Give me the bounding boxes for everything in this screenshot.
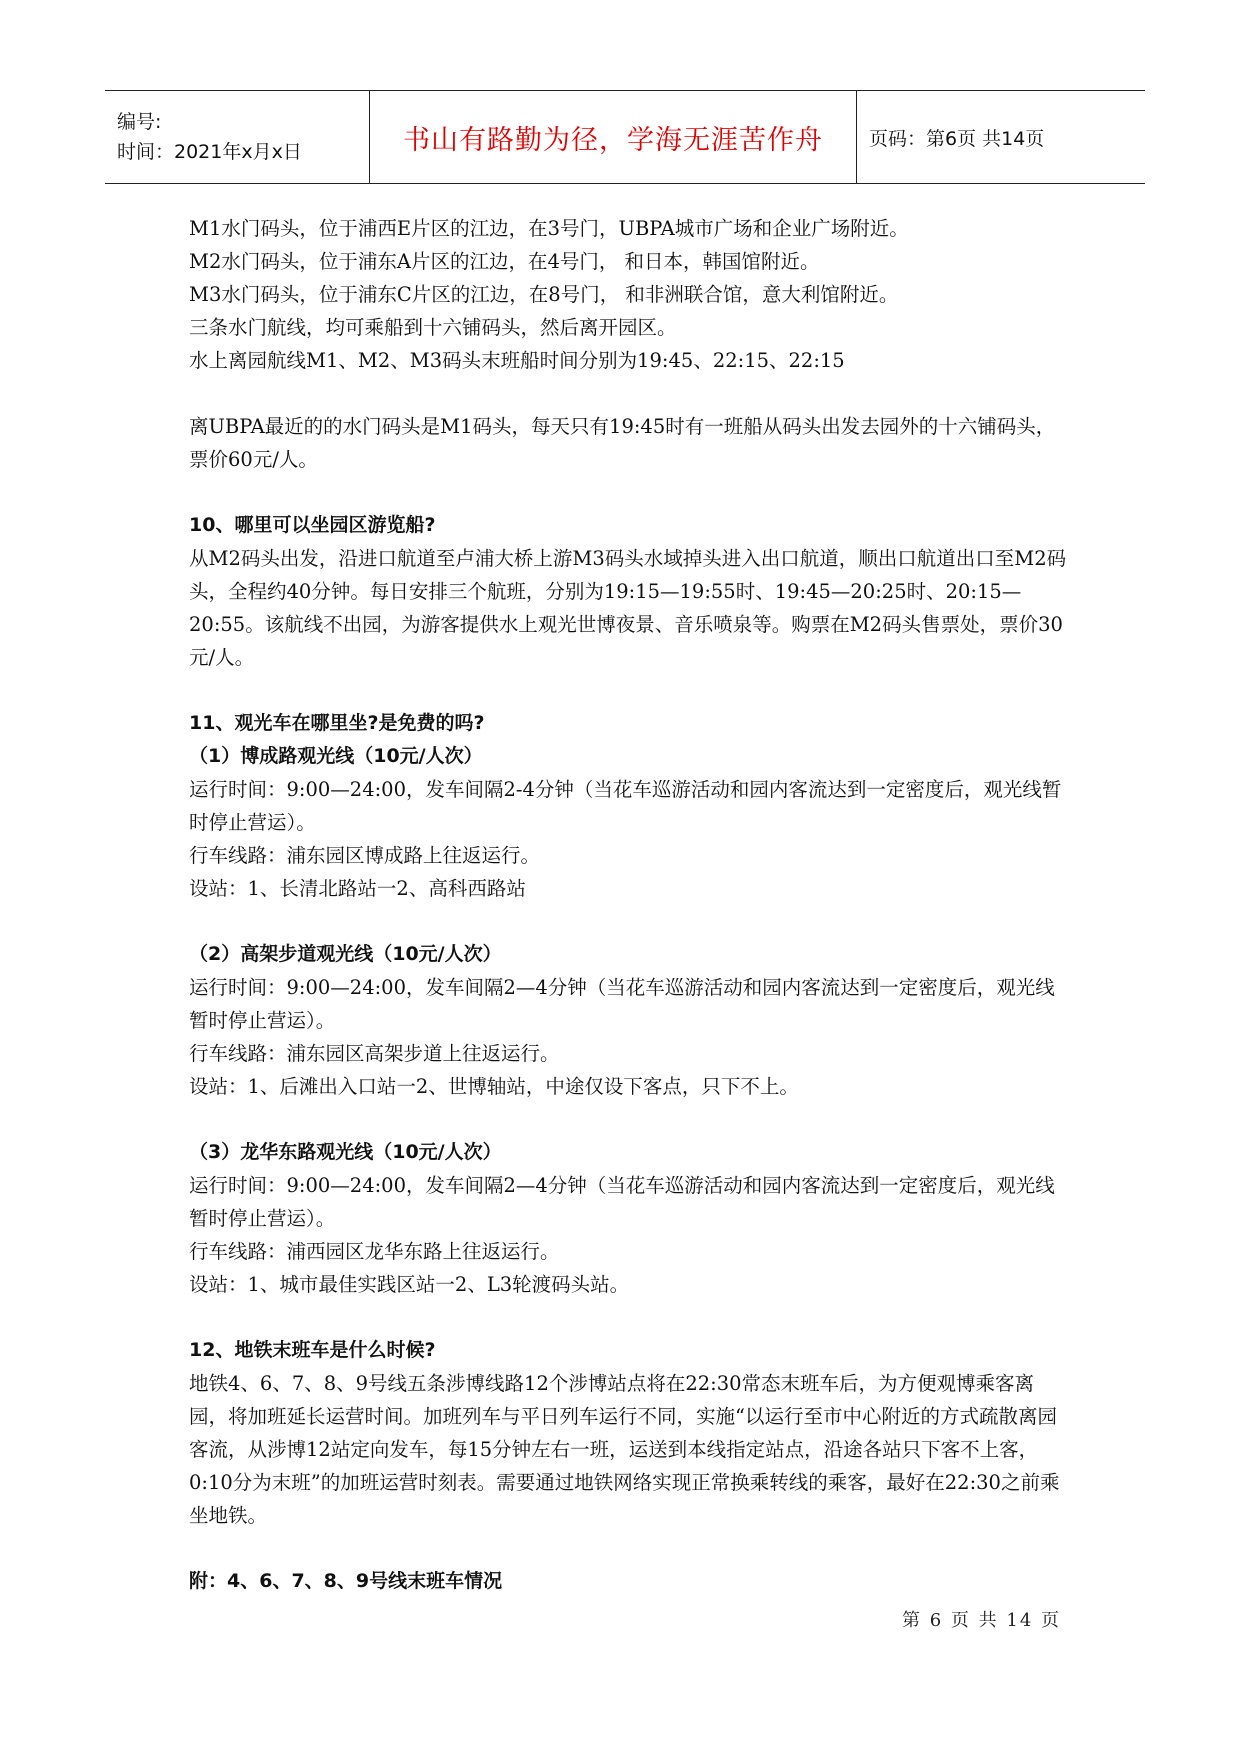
document-body [189, 212, 1069, 1598]
q10-heading: 10、哪里可以坐园区游览船? [189, 514, 436, 536]
dock-line: 三条水门航线，均可乘船到十六铺码头，然后离开园区。 [189, 316, 677, 339]
line3-hours: 运行时间：9:00—24:00，发车间隔2—4分钟（当花车巡游活动和园内客流达到一定密度后，观光线暂时停止营运）。 [189, 1174, 1055, 1230]
line3-heading: （3）龙华东路观光线（10元/人次） [189, 1141, 502, 1163]
q10-body: 从M2码头出发，沿进口航道至卢浦大桥上游M3码头水域掉头进入出口航道，顺出口航道出口至M2码头，全程约40分钟。每日安排三个航班，分别为19:15—19:55时、19:45—20:25时、20:15—20:55。该航线不出园，为游客提供水上观光世博夜景、音乐喷泉等。购票在M2码头售票处，票价30元/人。 [189, 547, 1067, 669]
header-motto [370, 91, 857, 183]
motto-text: 书山有路勤为径，学海无涯苦作舟 [403, 124, 823, 156]
appendix-heading: 附：4、6、7、8、9号线末班车情况 [189, 1570, 503, 1592]
nearest-dock-paragraph: 离UBPA最近的的水门码头是M1码头，每天只有19:45时有一班船从码头出发去园外的十六铺码头，票价60元/人。 [189, 415, 1056, 471]
header-page-info [857, 91, 1145, 183]
line1-heading: （1）博成路观光线（10元/人次） [189, 745, 483, 767]
footer-page-number: 第 6 页 共 14 页 [902, 1610, 1061, 1631]
line2-route: 行车线路：浦东园区高架步道上往返运行。 [189, 1042, 560, 1065]
line1-route: 行车线路：浦东园区博成路上往返运行。 [189, 844, 541, 867]
line1-hours: 运行时间：9:00—24:00，发车间隔2-4分钟（当花车巡游活动和园内客流达到一定密度后，观光线暂时停止营运）。 [189, 778, 1062, 834]
q12-heading: 12、地铁末班车是什么时候? [189, 1339, 436, 1361]
line3-route: 行车线路：浦西园区龙华东路上往返运行。 [189, 1240, 560, 1263]
page-footer [902, 1606, 1061, 1632]
dock-line: M3水门码头，位于浦东C片区的江边，在8号门， 和非洲联合馆，意大利馆附近。 [189, 283, 899, 306]
q12-body: 地铁4、6、7、8、9号线五条涉博线路12个涉博站点将在22:30常态末班车后，为方便观博乘客离园，将加班延长运营时间。加班列车与平日列车运行不同，实施“以运行至市中心附近的方式疏散离园客流，从涉博12站定向发车，每15分钟左右一班，运送到本线指定站点，沿途各站只下客不上客，0:10分为末班”的加班运营时刻表。需要通过地铁网络实现正常换乘转线的乘客，最好在22:30之前乘坐地铁。 [189, 1372, 1060, 1527]
line2-stops: 设站：1、后滩出入口站一2、世博轴站，中途仅设下客点，只下不上。 [189, 1075, 799, 1098]
line2-heading: （2）高架步道观光线（10元/人次） [189, 943, 502, 965]
serial-label: 编号: [117, 111, 162, 133]
page-label: 页码：第6页 共14页 [869, 127, 1045, 150]
line1-stops: 设站：1、长清北路站一2、高科西路站 [189, 877, 526, 900]
page-header [105, 90, 1145, 184]
time-label: 时间：2021年x月x日 [117, 141, 302, 163]
header-meta [105, 91, 370, 183]
line3-stops: 设站：1、城市最佳实践区站一2、L3轮渡码头站。 [189, 1273, 630, 1296]
dock-line: M2水门码头，位于浦东A片区的江边，在4号门， 和日本，韩国馆附近。 [189, 250, 820, 273]
dock-line: 水上离园航线M1、M2、M3码头末班船时间分别为19:45、22:15、22:15 [189, 349, 845, 372]
dock-line: M1水门码头，位于浦西E片区的江边，在3号门，UBPA城市广场和企业广场附近。 [189, 217, 909, 240]
line2-hours: 运行时间：9:00—24:00，发车间隔2—4分钟（当花车巡游活动和园内客流达到一定密度后，观光线暂时停止营运）。 [189, 976, 1055, 1032]
q11-heading: 11、观光车在哪里坐?是免费的吗? [189, 712, 485, 734]
